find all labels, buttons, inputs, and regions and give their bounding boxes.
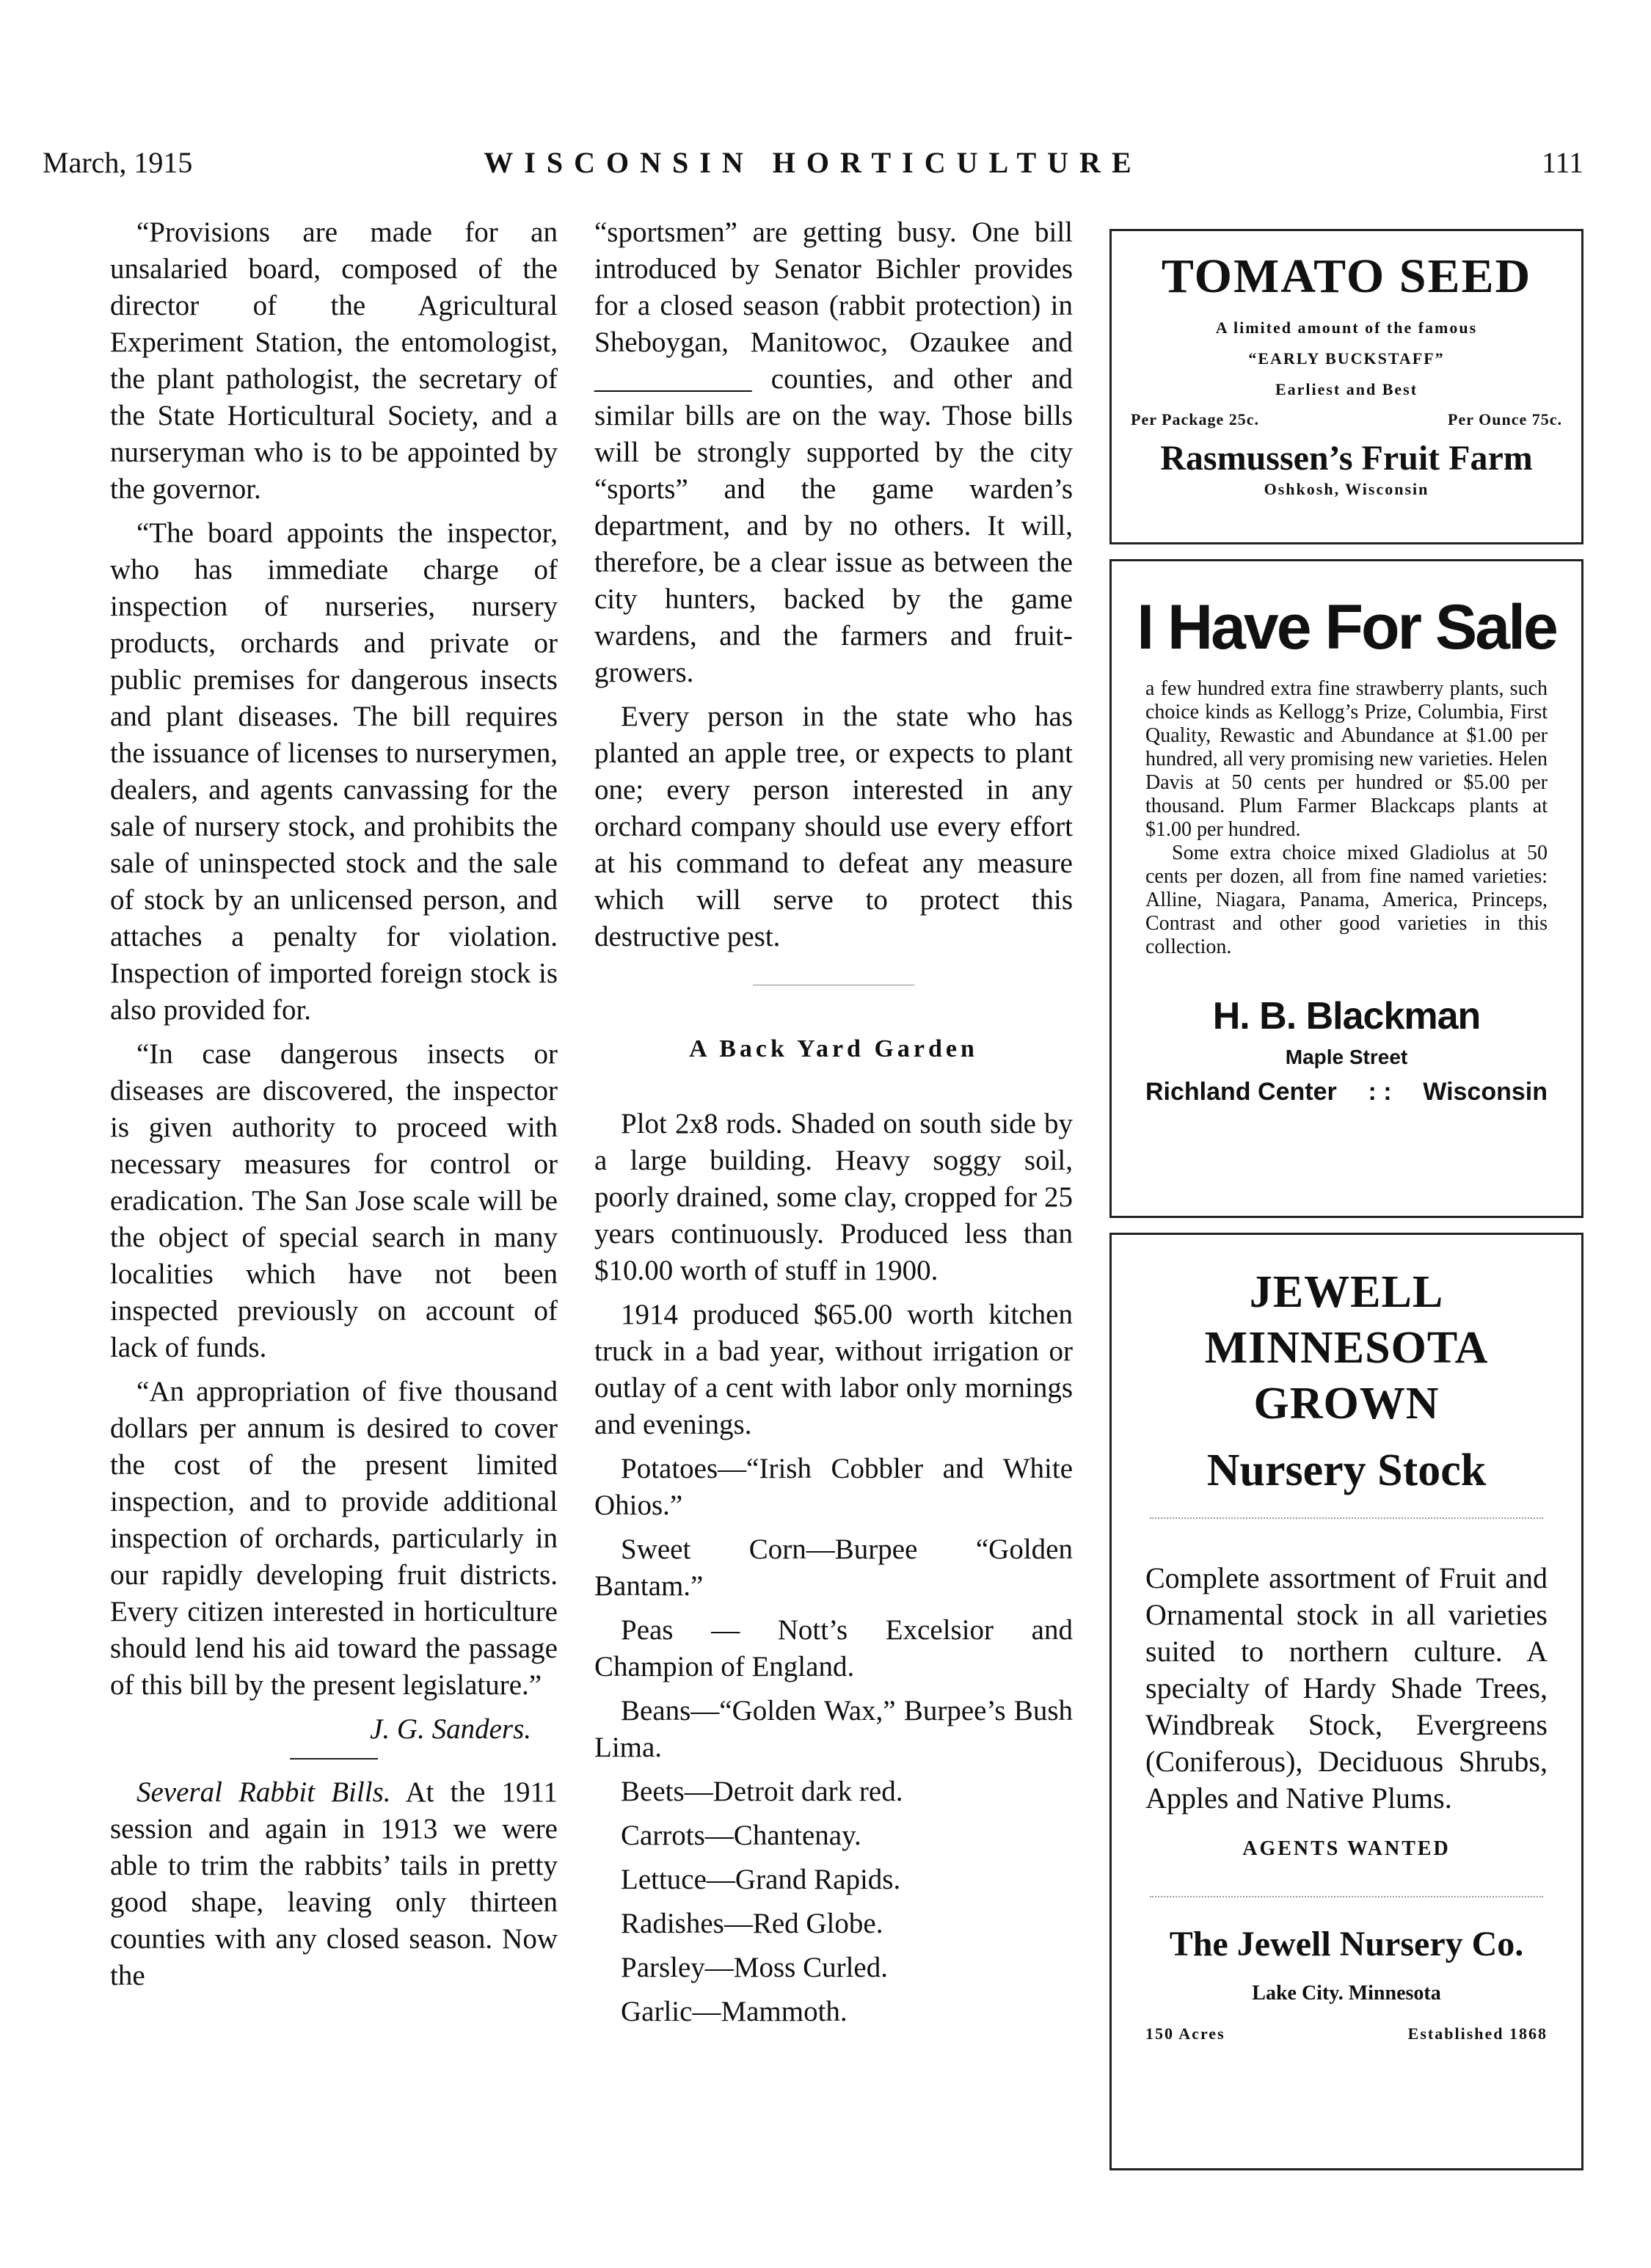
ad-paragraph: Some extra choice mixed Gladiolus at 50 cents per dozen, all from fine named varieties: Alline, Niagara, Panama, America, Princeps, Contrast and other good varieties in this collection. bbox=[1145, 842, 1548, 958]
paragraph: 1914 produced $65.00 worth kitchen truck in a bad year, without irrigation or outlay of a cent with labor only mornings and evenings. bbox=[594, 1299, 1073, 1440]
divider bbox=[1150, 1896, 1543, 1897]
acreage: 150 Acres bbox=[1145, 2024, 1225, 2043]
section-title: A Back Yard Garden bbox=[689, 1035, 978, 1062]
list-item: Sweet Corn—Burpee “Golden Bantam.” bbox=[594, 1534, 1073, 1602]
paragraph: “In case dangerous insects or diseases are discovered, the inspector is given authority to proceed with necessary measures for control or eradication. The San Jose scale will be the object of special search in many localities which have not been inspected previously on account of lack of funds. bbox=[110, 1038, 558, 1363]
list-item: Garlic—Mammoth. bbox=[621, 1996, 848, 2027]
ad-body bbox=[1112, 664, 1581, 959]
left-column bbox=[110, 214, 558, 2002]
page-number: 111 bbox=[1541, 146, 1583, 179]
paragraph-text: At the 1911 session and again in 1913 we were able to trim the rabbits’ tails in pretty good shape, leaving only thirteen counties with any closed season. Now the bbox=[110, 1776, 558, 1991]
list-item: Beans—“Golden Wax,” Burpee’s Bush Lima. bbox=[594, 1695, 1073, 1763]
advertiser-street: Maple Street bbox=[1285, 1046, 1408, 1068]
paragraph: “Provisions are made for an unsalaried board, composed of the director of the Agricultural Experiment Station, the entomologist, the plant pathologist, the secretary of the State Horticultural Society, and a nurseryman who is to be appointed by the governor. bbox=[110, 216, 558, 505]
paragraph: “An appropriation of five thousand dollars per annum is desired to cover the cost of the present limited inspection, and to provide additional inspection of orchards, particularly in our rapidly developing fruit districts. Every citizen interested in horticulture should lend his aid toward the passage of this bill by the present legislature.” bbox=[110, 1376, 558, 1701]
ad-prices bbox=[1112, 410, 1581, 429]
ad-subhead: Nursery Stock bbox=[1206, 1445, 1487, 1495]
list-item: Parsley—Moss Curled. bbox=[621, 1952, 888, 1983]
middle-column bbox=[594, 214, 1073, 2038]
state-name: Wisconsin bbox=[1423, 1078, 1548, 1106]
ad-callout: AGENTS WANTED bbox=[1242, 1837, 1451, 1860]
paragraph: “sportsmen” are getting busy. One bill introduced by Senator Bichler provides for a closed season (rabbit protection) in Sheboygan, Manitowoc, Ozaukee and ___________ counties, and other and similar bills are on the way. Those bills will be strongly supported by the city “sports” and the game warden’s department, and by no others. It will, therefore, be a clear issue as between the city hunters, backed by the game wardens, and the farmers and fruit-growers. bbox=[594, 216, 1073, 688]
established: Established 1868 bbox=[1407, 2024, 1548, 2043]
advertiser-name: Rasmussen’s Fruit Farm bbox=[1160, 439, 1533, 478]
ad-headline: TOMATO SEED bbox=[1161, 249, 1532, 303]
ad-headline: MINNESOTA bbox=[1204, 1323, 1489, 1373]
ad-line: A limited amount of the famous bbox=[1215, 318, 1478, 337]
issue-date: March, 1915 bbox=[43, 146, 193, 179]
list-item: Beets—Detroit dark red. bbox=[621, 1776, 903, 1807]
ad-headline: GROWN bbox=[1253, 1379, 1440, 1429]
divider bbox=[290, 1758, 378, 1760]
list-item: Carrots—Chantenay. bbox=[621, 1820, 861, 1851]
ad-line: “EARLY BUCKSTAFF” bbox=[1248, 349, 1445, 368]
paragraph: “The board appoints the inspector, who has immediate charge of inspection of nurseries, nursery products, orchards and private or public premises for dangerous insects and plant diseases. The bill requires the issuance of licenses to nurserymen, dealers, and agents canvassing for the sale of nursery stock, and prohibits the sale of uninspected stock and the sale of stock by an unlicensed person, and attaches a penalty for violation. Inspection of imported foreign stock is also provided for. bbox=[110, 517, 558, 1026]
list-item: Peas — Nott’s Excelsior and Champion of England. bbox=[594, 1614, 1073, 1682]
list-item: Potatoes—“Irish Cobbler and White Ohios.” bbox=[594, 1453, 1073, 1521]
page-header bbox=[43, 145, 1583, 182]
ad-line: Earliest and Best bbox=[1275, 380, 1418, 398]
price-package: Per Package 25c. bbox=[1131, 410, 1260, 429]
ad-headline: JEWELL bbox=[1249, 1267, 1444, 1317]
journal-title: WISCONSIN HORTICULTURE bbox=[484, 146, 1142, 179]
price-ounce: Per Ounce 75c. bbox=[1448, 410, 1562, 429]
jewell-nursery-ad bbox=[1109, 1233, 1583, 2170]
ad-paragraph: a few hundred extra fine strawberry plants, such choice kinds as Kellogg’s Prize, Columbia, First Quality, Rewastic and Abundance at $1.00 per hundred, all very promising new varieties. Helen Davis at 50 cents per hundred or $5.00 per thousand. Plum Farmer Blackcaps plants at $1.00 per hundred. bbox=[1145, 677, 1548, 841]
city-separator: : : bbox=[1368, 1078, 1392, 1106]
list-item: Lettuce—Grand Rapids. bbox=[621, 1864, 901, 1895]
ad-body: Complete assortment of Fruit and Ornamental stock in all varieties suited to northern culture. A specialty of Hardy Shade Trees, Windbreak Stock, Evergreens (Coniferous), Deciduous Shrubs, Apples and Native Plums. bbox=[1145, 1561, 1548, 1815]
paragraph: Every person in the state who has planted an apple tree, or expects to plant one; every person interested in any orchard company should use every effort at his command to defeat any measure which will serve to protect this destructive pest. bbox=[594, 701, 1073, 952]
advertiser-location: Lake City. Minnesota bbox=[1252, 1982, 1441, 2005]
paragraph bbox=[110, 1774, 558, 1994]
paragraph: Plot 2x8 rods. Shaded on south side by a large building. Heavy soggy soil, poorly drained, some clay, cropped for 25 years continuously. Produced less than $10.00 worth of stuff in 1900. bbox=[594, 1108, 1073, 1286]
advertiser-city bbox=[1112, 1078, 1581, 1106]
advertiser-location: Oshkosh, Wisconsin bbox=[1264, 480, 1429, 498]
signature: J. G. Sanders. bbox=[370, 1713, 531, 1745]
divider bbox=[1150, 1517, 1543, 1519]
list-item: Radishes—Red Globe. bbox=[621, 1908, 883, 1939]
advertiser-name: The Jewell Nursery Co. bbox=[1169, 1925, 1524, 1963]
tomato-seed-ad bbox=[1109, 229, 1583, 544]
run-in-title: Several Rabbit Bills. bbox=[136, 1776, 391, 1808]
ad-footer bbox=[1112, 2024, 1581, 2043]
ad-headline: I Have For Sale bbox=[1137, 592, 1556, 663]
city-name: Richland Center bbox=[1145, 1078, 1337, 1106]
advertiser-name: H. B. Blackman bbox=[1212, 995, 1481, 1038]
strawberry-sale-ad bbox=[1109, 559, 1583, 1218]
